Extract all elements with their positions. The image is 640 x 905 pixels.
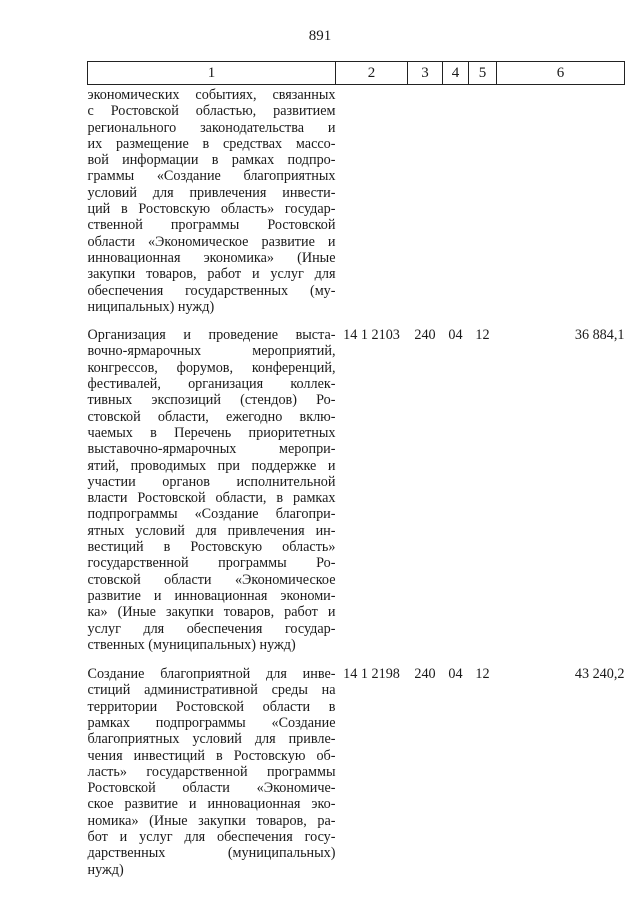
description-line: инновационная экономика» (Иные bbox=[87, 249, 336, 266]
description-line: вочно-ярмарочных мероприятий, bbox=[87, 343, 336, 360]
section-code bbox=[443, 85, 469, 328]
description-line: ятных условий для привлечения ин- bbox=[87, 522, 336, 539]
target-article-code: 14 1 2103 bbox=[343, 327, 400, 344]
description-line: услуг для обеспечения государ- bbox=[87, 620, 336, 637]
description-line: обеспечения государственных (му- bbox=[87, 282, 336, 299]
section-code: 04 bbox=[448, 327, 463, 344]
description-line: территории Ростовской области в bbox=[87, 698, 336, 715]
description-line: подпрограммы «Создание благопри- bbox=[87, 506, 336, 523]
column-header-2: 2 bbox=[336, 62, 408, 85]
subsection-code: 12 bbox=[475, 327, 490, 344]
description-line: власти Ростовской области, в рамках bbox=[87, 490, 336, 507]
row-description bbox=[88, 666, 336, 882]
description-line: номика» (Иные закупки товаров, ра- bbox=[87, 812, 336, 829]
description-line: ственных (муниципальных) нужд) bbox=[87, 636, 296, 653]
description-line: Создание благоприятной для инве- bbox=[87, 666, 336, 683]
description-line: регионального законодательства и bbox=[87, 119, 336, 136]
row-description bbox=[88, 85, 336, 328]
description-line: Ростовской области «Экономиче- bbox=[87, 780, 336, 797]
column-header-1: 1 bbox=[88, 62, 336, 85]
description-line: благоприятных условий для привле- bbox=[87, 731, 336, 748]
description-line: вестиций в Ростовскую область» bbox=[87, 539, 336, 556]
table-row bbox=[88, 327, 625, 666]
table-row bbox=[88, 666, 625, 882]
column-header-4: 4 bbox=[443, 62, 469, 85]
description-line: фестивалей, организация коллек- bbox=[87, 376, 336, 393]
section-code: 04 bbox=[448, 666, 463, 683]
description-line: вой информации в рамках подпро- bbox=[87, 152, 336, 169]
subsection-code: 12 bbox=[475, 666, 490, 683]
description-line: ственной программы Ростовской bbox=[87, 217, 336, 234]
description-line: нужд) bbox=[87, 861, 124, 878]
column-header-3: 3 bbox=[408, 62, 443, 85]
description-line: условий для привлечения инвести- bbox=[87, 184, 336, 201]
description-line: граммы «Создание благоприятных bbox=[87, 168, 336, 185]
amount-value bbox=[497, 85, 625, 328]
column-header-6: 6 bbox=[497, 62, 625, 85]
expense-type-code: 240 bbox=[414, 666, 436, 683]
description-line: выставочно-ярмарочных меропри- bbox=[87, 441, 336, 458]
description-line: участии органов исполнительной bbox=[87, 473, 336, 490]
description-line: ятий, проводимых при поддержке и bbox=[87, 457, 336, 474]
page-number: 891 bbox=[308, 28, 332, 44]
description-line: с Ростовской областью, развитием bbox=[87, 103, 336, 120]
description-line: закупки товаров, работ и услуг для bbox=[87, 266, 336, 283]
budget-table bbox=[87, 61, 625, 882]
description-line: государственной программы Ро- bbox=[87, 555, 336, 572]
description-line: стовской области «Экономическое bbox=[87, 571, 336, 588]
target-article-code bbox=[336, 85, 408, 328]
description-line: Организация и проведение выста- bbox=[87, 327, 336, 344]
description-line: дарственных (муниципальных) bbox=[87, 845, 336, 862]
amount-value: 43 240,2 bbox=[574, 666, 625, 683]
description-line: ское развитие и инновационная эко- bbox=[87, 796, 336, 813]
description-line: области «Экономическое развитие и bbox=[87, 233, 336, 250]
description-line: ниципальных) нужд) bbox=[87, 298, 215, 315]
amount-value: 36 884,1 bbox=[574, 327, 625, 344]
description-line: рамках подпрограммы «Создание bbox=[87, 714, 336, 731]
expense-type-code bbox=[408, 85, 443, 328]
description-line: бот и услуг для обеспечения госу- bbox=[87, 829, 336, 846]
description-line: ций в Ростовскую область» государ- bbox=[87, 201, 336, 218]
description-line: стиций административной среды на bbox=[87, 682, 336, 699]
row-description bbox=[88, 327, 336, 666]
target-article-code: 14 1 2198 bbox=[343, 666, 400, 683]
table-header-row bbox=[88, 62, 625, 85]
description-line: ка» (Иные закупки товаров, работ и bbox=[87, 604, 336, 621]
description-line: чения инвестиций в Ростовскую об- bbox=[87, 747, 336, 764]
description-line: их размещение в средствах массо- bbox=[87, 135, 336, 152]
description-line: тивных экспозиций (стендов) Ро- bbox=[87, 392, 336, 409]
description-line: конгрессов, форумов, конференций, bbox=[87, 359, 336, 376]
description-line: развитие и инновационная экономи- bbox=[87, 587, 336, 604]
description-line: стовской области, ежегодно вклю- bbox=[87, 408, 336, 425]
subsection-code bbox=[469, 85, 497, 328]
description-line: ласть» государственной программы bbox=[87, 763, 336, 780]
table-row bbox=[88, 85, 625, 328]
description-line: экономических событиях, связанных bbox=[87, 87, 336, 103]
description-line: чаемых в Перечень приоритетных bbox=[87, 424, 336, 441]
column-header-5: 5 bbox=[469, 62, 497, 85]
expense-type-code: 240 bbox=[414, 327, 436, 344]
